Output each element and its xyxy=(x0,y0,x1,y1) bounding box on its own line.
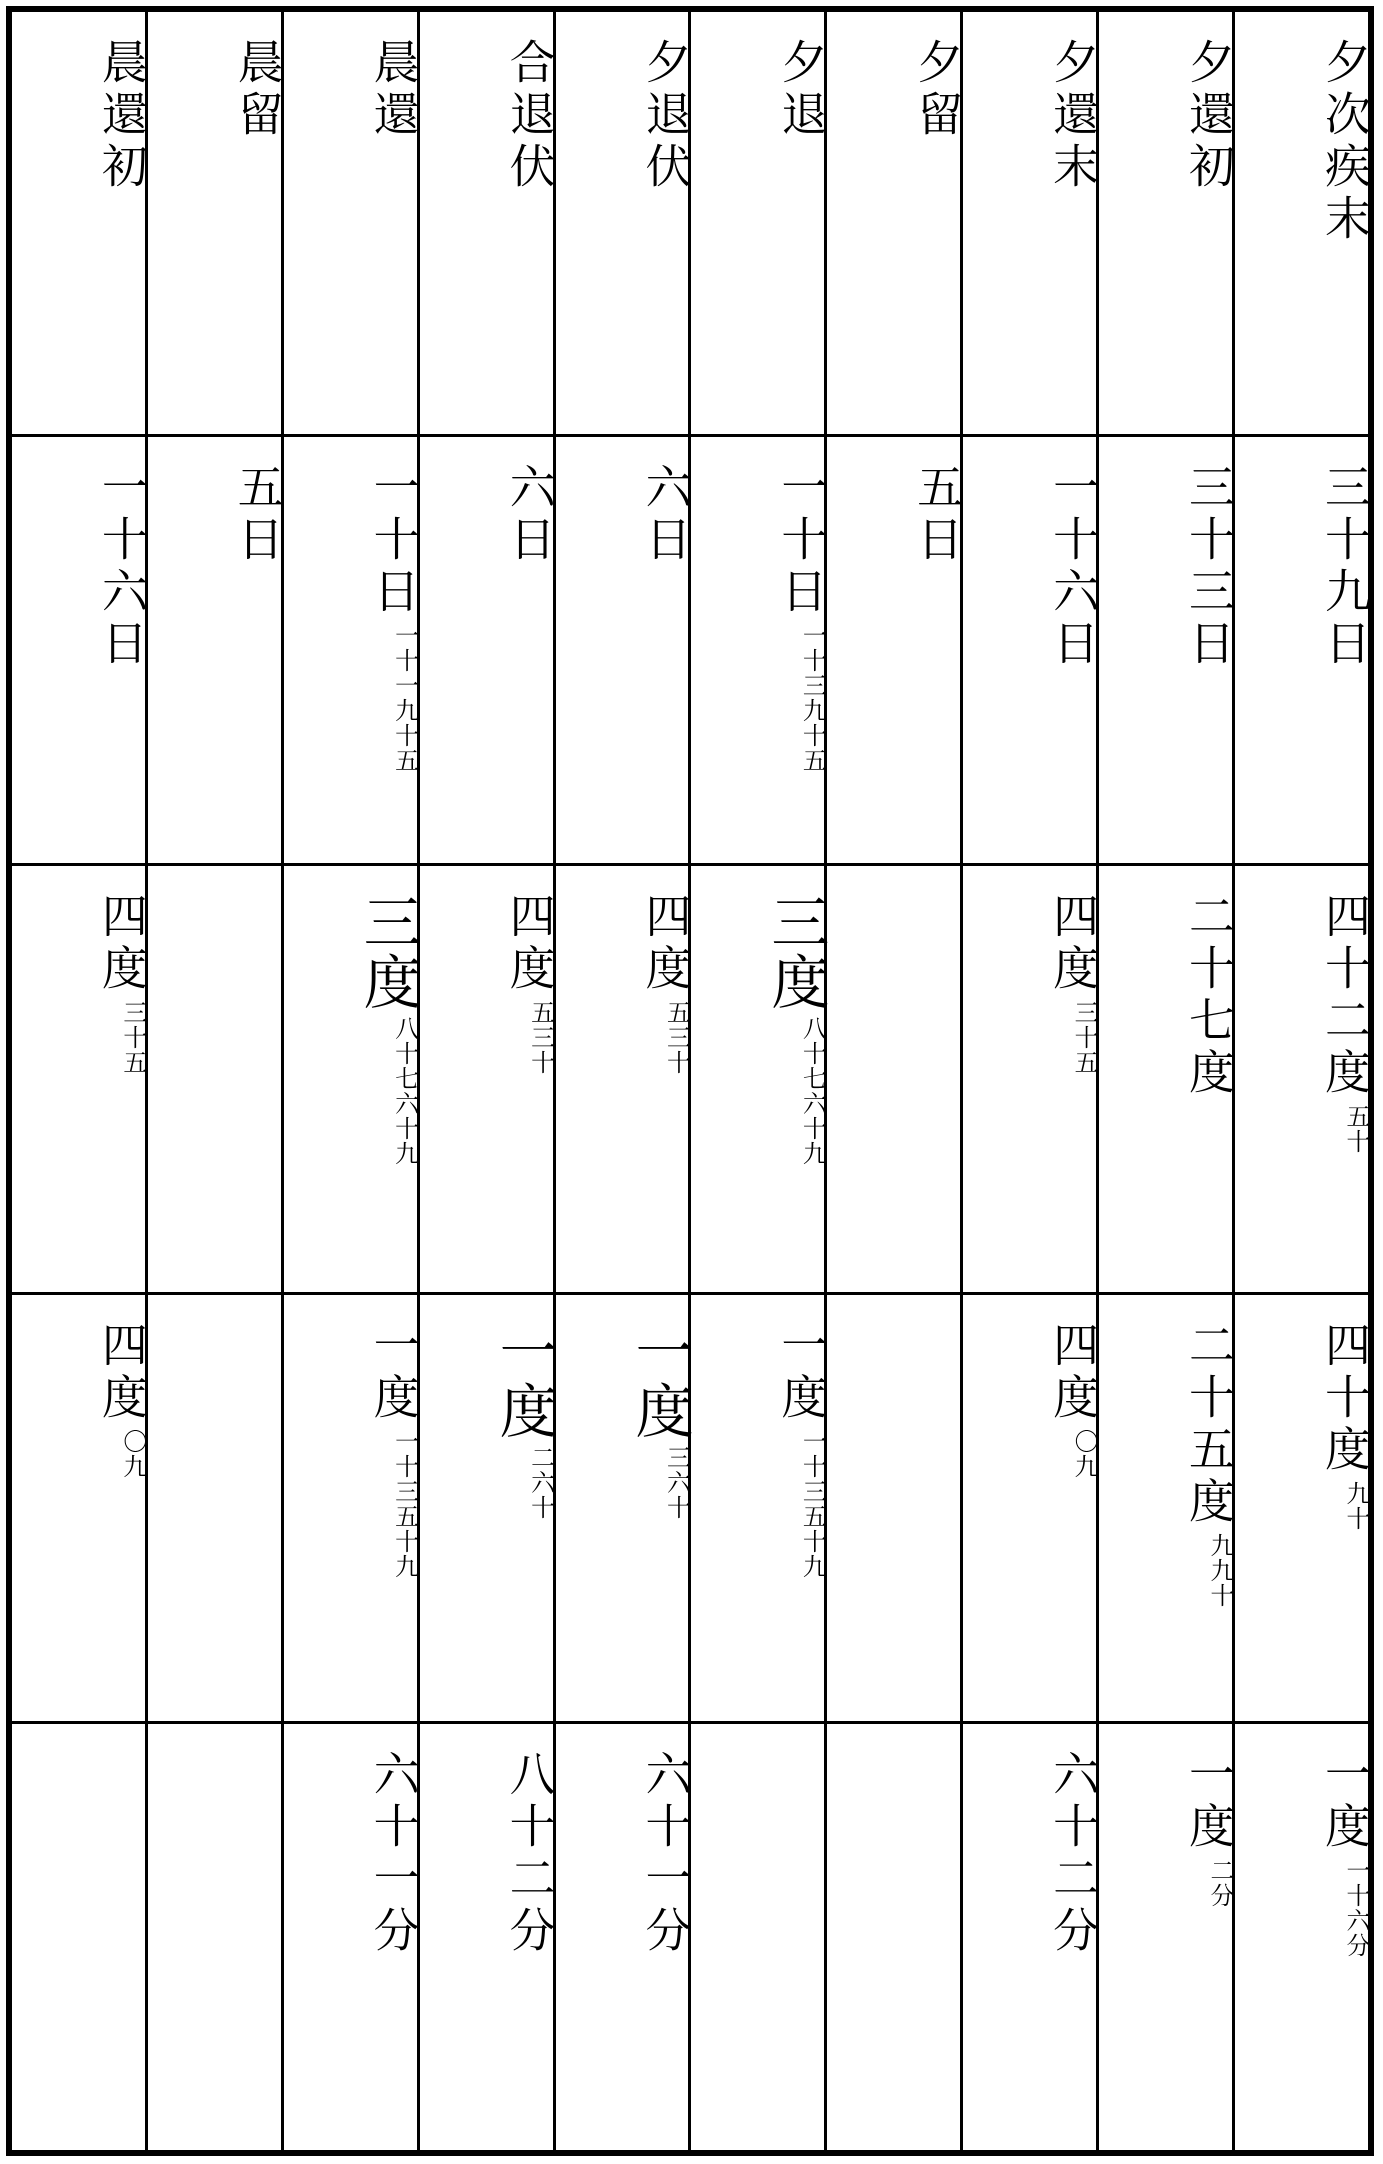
vertical-text xyxy=(691,891,830,1166)
degree-a-cell xyxy=(690,864,830,1293)
phase-name: 夕留 xyxy=(910,38,965,142)
vertical-text xyxy=(556,462,693,567)
interlinear-note xyxy=(662,999,691,1075)
interlinear-note xyxy=(390,622,419,773)
rate-cell xyxy=(1234,1722,1370,2151)
note-line: 六十九 xyxy=(798,1090,827,1166)
degree-b-cell xyxy=(962,1293,1101,1722)
vertical-text xyxy=(1099,1749,1237,1908)
note-line: 五十 xyxy=(1342,1103,1370,1154)
cell-value: 四度 xyxy=(1046,891,1101,996)
interlinear-note xyxy=(526,1444,555,1520)
vertical-text xyxy=(827,38,965,142)
phase-name: 夕還初 xyxy=(1182,38,1237,194)
vertical-text xyxy=(691,38,829,142)
cell-value: 六日 xyxy=(638,462,693,567)
ephemeris-table-sheet xyxy=(6,6,1374,2156)
note-line: 五十九 xyxy=(798,1503,827,1579)
header-cell xyxy=(418,11,557,436)
note-line: 五十九 xyxy=(390,1503,419,1579)
vertical-text xyxy=(1235,462,1372,671)
vertical-text xyxy=(556,38,693,194)
note-line: 五 xyxy=(662,999,691,1025)
phase-name: 夕次疾末 xyxy=(1318,38,1372,246)
days-cell xyxy=(826,435,965,864)
note-line: 九十五 xyxy=(798,697,827,773)
cell-value: 一度 xyxy=(625,1320,694,1441)
note-line: 二分 xyxy=(1206,1857,1235,1908)
interlinear-note xyxy=(1206,1532,1235,1608)
note-line: 九十 xyxy=(1206,1557,1235,1608)
days-cell xyxy=(418,435,557,864)
cell-value: 四十度 xyxy=(1318,1320,1372,1477)
vertical-text xyxy=(1099,38,1237,194)
degree-b-cell xyxy=(1234,1293,1370,1722)
cell-value: 二十七度 xyxy=(1182,891,1237,1100)
vertical-text xyxy=(963,891,1101,1075)
interlinear-note xyxy=(1344,1104,1368,1154)
cell-value: 一度 xyxy=(489,1320,558,1441)
interlinear-note xyxy=(798,1428,827,1579)
header-cell xyxy=(146,11,285,436)
degree-a-cell xyxy=(11,864,147,1293)
cell-value: 四度 xyxy=(94,891,149,996)
note-line: 八十七 xyxy=(798,1015,827,1091)
vertical-text xyxy=(1235,891,1372,1154)
header-cell xyxy=(962,11,1101,436)
vertical-text xyxy=(691,1320,829,1579)
phase-name: 晨還 xyxy=(366,38,421,142)
cell-value: 六十一分 xyxy=(366,1749,421,1958)
cell-value: 一十六日 xyxy=(1046,462,1101,671)
interlinear-note xyxy=(798,622,827,773)
note-line: 一十三 xyxy=(390,1428,419,1504)
vertical-text xyxy=(148,38,285,142)
days-cell xyxy=(690,435,829,864)
header-cell xyxy=(1234,11,1370,436)
vertical-text xyxy=(1099,462,1237,671)
rate-cell xyxy=(418,1722,557,2151)
vertical-text xyxy=(1235,1749,1372,1958)
cell-value: 一十日 xyxy=(774,462,829,619)
interlinear-note xyxy=(1206,1857,1235,1908)
cell-value: 五日 xyxy=(910,462,965,567)
vertical-text xyxy=(284,462,421,773)
note-line: 〇九 xyxy=(1070,1428,1099,1479)
interlinear-note xyxy=(1070,1428,1099,1479)
degree-a-cell xyxy=(146,864,282,1293)
vertical-text xyxy=(556,1749,693,1958)
degree-a-cell xyxy=(962,864,1101,1293)
header-cell xyxy=(554,11,693,436)
cell-value: 一度 xyxy=(1318,1749,1372,1854)
note-line: 五 xyxy=(526,999,555,1025)
degree-a-cell xyxy=(282,864,422,1293)
note-line: 一十一 xyxy=(390,622,419,698)
vertical-text xyxy=(284,1749,421,1958)
days-cell xyxy=(146,435,285,864)
degree-a-cell xyxy=(554,864,693,1293)
table-row xyxy=(11,1293,1370,1722)
rate-cell xyxy=(690,1722,826,2151)
cell-value: 一度 xyxy=(774,1320,829,1425)
header-cell xyxy=(282,11,421,436)
phase-name: 晨留 xyxy=(230,38,285,142)
vertical-text xyxy=(420,38,557,194)
cell-value: 三十三日 xyxy=(1182,462,1237,671)
vertical-text xyxy=(420,1749,557,1958)
vertical-text xyxy=(1099,1320,1237,1608)
interlinear-note xyxy=(118,1428,147,1479)
vertical-text xyxy=(12,891,149,1075)
note-line: 三 xyxy=(662,1444,691,1470)
vertical-text xyxy=(1235,38,1372,246)
rate-cell xyxy=(826,1722,962,2151)
vertical-text xyxy=(284,891,422,1166)
degree-a-cell xyxy=(1098,864,1237,1293)
cell-value: 一度 xyxy=(1182,1749,1237,1854)
interlinear-note xyxy=(1070,999,1099,1075)
degree-b-cell xyxy=(11,1293,147,1722)
cell-value: 二十五度 xyxy=(1182,1320,1237,1529)
rate-cell xyxy=(962,1722,1101,2151)
rate-cell xyxy=(11,1722,147,2151)
degree-a-cell xyxy=(826,864,962,1293)
note-line: 九 xyxy=(1206,1532,1235,1558)
cell-value: 四度 xyxy=(1046,1320,1101,1425)
days-cell xyxy=(282,435,421,864)
cell-value: 四十二度 xyxy=(1318,891,1372,1100)
interlinear-note xyxy=(1344,1858,1368,1958)
note-line: 三十五 xyxy=(118,999,147,1075)
degree-b-cell xyxy=(826,1293,962,1722)
note-line: 〇九 xyxy=(118,1428,147,1479)
header-cell xyxy=(826,11,965,436)
rate-cell xyxy=(554,1722,693,2151)
cell-value: 六十一分 xyxy=(638,1749,693,1958)
rate-cell xyxy=(146,1722,282,2151)
interlinear-note xyxy=(118,999,147,1075)
cell-value: 四度 xyxy=(638,891,693,996)
days-cell xyxy=(1098,435,1237,864)
degree-b-cell xyxy=(418,1293,558,1722)
rate-cell xyxy=(282,1722,421,2151)
note-line: 三十 xyxy=(526,1024,555,1075)
ephemeris-table xyxy=(9,9,1371,2153)
header-cell xyxy=(11,11,147,436)
vertical-text xyxy=(963,462,1101,671)
cell-value: 三十九日 xyxy=(1318,462,1372,671)
note-line: 八十七 xyxy=(390,1015,419,1091)
vertical-text xyxy=(12,1320,149,1479)
vertical-text xyxy=(284,1320,421,1579)
note-line: 一十三 xyxy=(798,1428,827,1504)
vertical-text xyxy=(556,1320,694,1520)
note-line: 三十五 xyxy=(1070,999,1099,1075)
note-line: 三十 xyxy=(662,1024,691,1075)
rate-cell xyxy=(1098,1722,1237,2151)
vertical-text xyxy=(691,462,829,773)
interlinear-note xyxy=(1344,1481,1368,1531)
days-cell xyxy=(1234,435,1370,864)
phase-name: 夕退伏 xyxy=(638,38,693,194)
note-line: 六十 xyxy=(662,1469,691,1520)
days-cell xyxy=(11,435,147,864)
interlinear-note xyxy=(662,1444,691,1520)
vertical-text xyxy=(12,462,149,671)
note-line: 二 xyxy=(526,1444,555,1470)
interlinear-note xyxy=(798,1015,827,1166)
phase-name: 晨還初 xyxy=(94,38,149,194)
cell-value: 六日 xyxy=(502,462,557,567)
days-cell xyxy=(554,435,693,864)
cell-value: 五日 xyxy=(230,462,285,567)
vertical-text xyxy=(420,1320,558,1520)
cell-value: 一十六日 xyxy=(94,462,149,671)
degree-b-cell xyxy=(146,1293,282,1722)
cell-value: 一十日 xyxy=(366,462,421,619)
vertical-text xyxy=(420,891,557,1075)
cell-value: 一度 xyxy=(366,1320,421,1425)
header-cell xyxy=(1098,11,1237,436)
degree-a-cell xyxy=(418,864,557,1293)
vertical-text xyxy=(1099,891,1237,1100)
note-line: 六十 xyxy=(526,1469,555,1520)
cell-value: 六十二分 xyxy=(1046,1749,1101,1958)
vertical-text xyxy=(1235,1320,1372,1531)
degree-b-cell xyxy=(1098,1293,1237,1722)
note-line: 一十三 xyxy=(798,622,827,698)
note-line: 六十九 xyxy=(390,1090,419,1166)
vertical-text xyxy=(963,38,1101,194)
cell-value: 三度 xyxy=(353,891,422,1012)
vertical-text xyxy=(12,38,149,194)
phase-name: 夕退 xyxy=(774,38,829,142)
vertical-text xyxy=(556,891,693,1075)
note-line: 九十五 xyxy=(390,697,419,773)
cell-value: 四度 xyxy=(502,891,557,996)
degree-b-cell xyxy=(690,1293,829,1722)
interlinear-note xyxy=(390,1015,419,1166)
days-cell xyxy=(962,435,1101,864)
cell-value: 八十二分 xyxy=(502,1749,557,1958)
degree-b-cell xyxy=(282,1293,421,1722)
phase-name: 合退伏 xyxy=(502,38,557,194)
vertical-text xyxy=(827,462,965,567)
degree-a-cell xyxy=(1234,864,1370,1293)
vertical-text xyxy=(420,462,557,567)
degree-b-cell xyxy=(554,1293,694,1722)
vertical-text xyxy=(148,462,285,567)
cell-value: 三度 xyxy=(761,891,830,1012)
table-row xyxy=(11,435,1370,864)
vertical-text xyxy=(963,1320,1101,1479)
note-line: 九十 xyxy=(1342,1480,1370,1531)
note-line: 一十六分 xyxy=(1342,1857,1370,1958)
phase-name: 夕還末 xyxy=(1046,38,1101,194)
interlinear-note xyxy=(390,1428,419,1579)
interlinear-note xyxy=(526,999,555,1075)
table-row xyxy=(11,11,1370,436)
vertical-text xyxy=(284,38,421,142)
table-row xyxy=(11,864,1370,1293)
cell-value: 四度 xyxy=(94,1320,149,1425)
table-row xyxy=(11,1722,1370,2151)
header-cell xyxy=(690,11,829,436)
vertical-text xyxy=(963,1749,1101,1958)
